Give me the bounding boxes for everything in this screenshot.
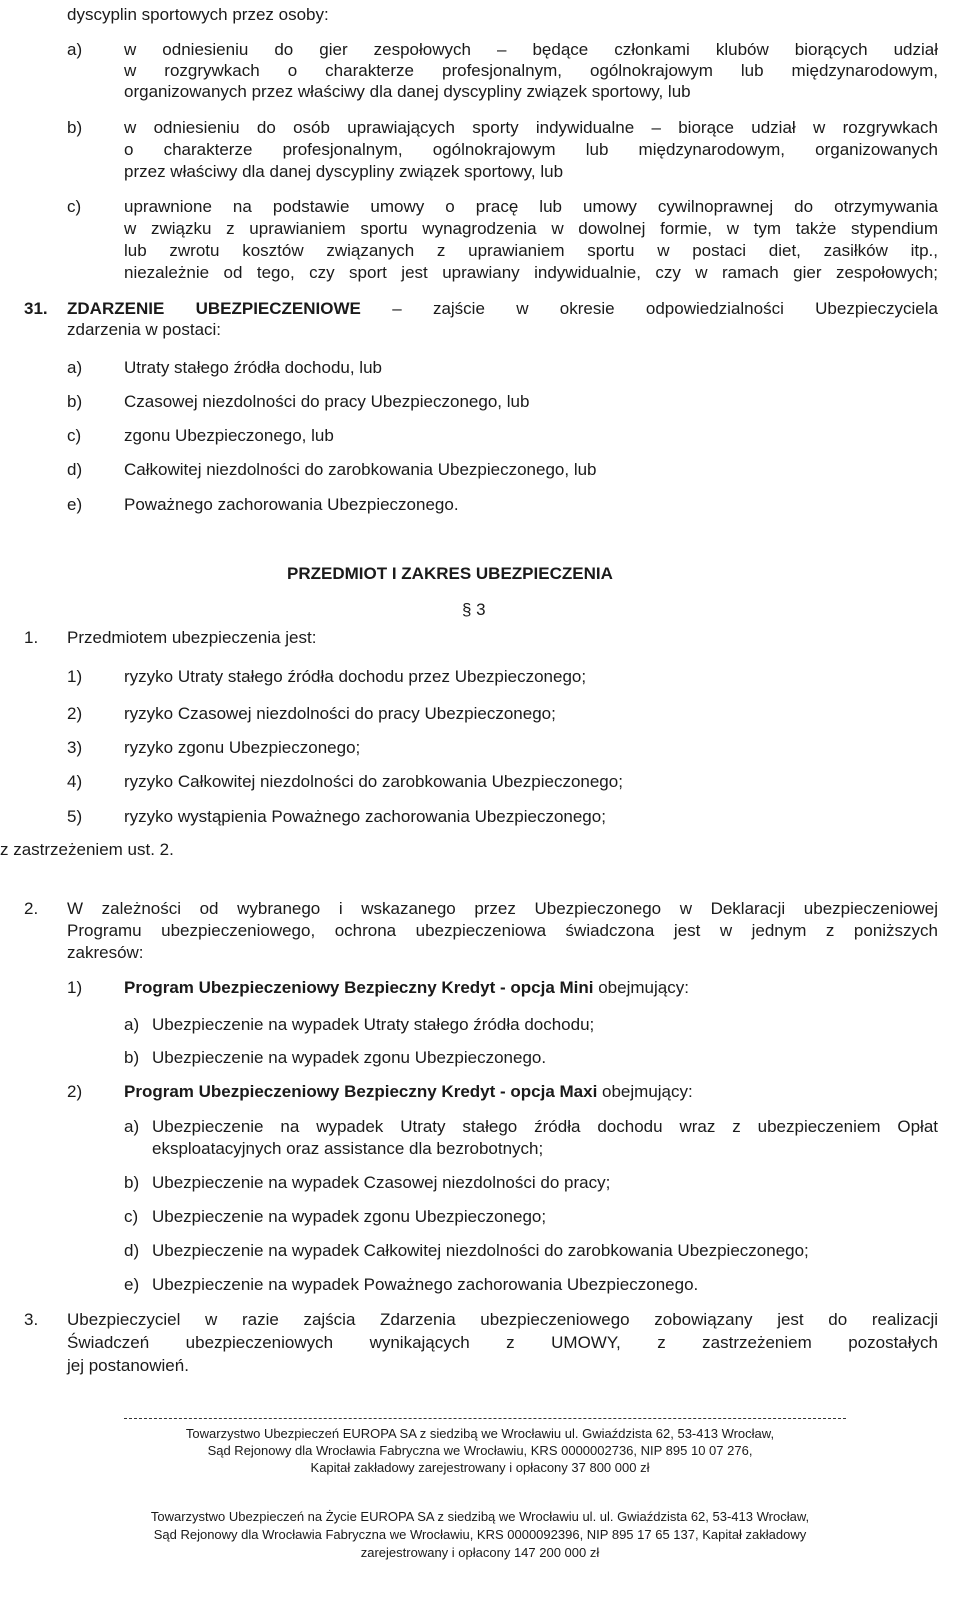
def-item-c-line: niezależnie od tego, czy sport jest uprawiany indywidualnie, czy w ramach gier zespołowych; xyxy=(124,263,938,282)
section-paragraph: § 3 xyxy=(462,600,486,619)
point3-line: jej postanowień. xyxy=(67,1356,189,1375)
program-item-mark: b) xyxy=(124,1173,140,1192)
point3-line: Świadczeń ubezpieczeniowych wynikających z UMOWY, z zastrzeżeniem pozostałych xyxy=(67,1333,938,1352)
program-suffix: obejmujący: xyxy=(597,1082,693,1101)
def-item-b-line: o charakterze profesjonalnym, ogólnokrajowym lub międzynarodowym, organizowanych xyxy=(124,140,938,159)
program-mark: 2) xyxy=(67,1082,83,1101)
program-heading xyxy=(124,1081,693,1102)
program-item-mark: d) xyxy=(124,1241,140,1260)
def31-item-mark: c) xyxy=(67,426,82,445)
footer-company1-line: Towarzystwo Ubezpieczeń EUROPA SA z siedzibą we Wrocławiu ul. Gwiaździsta 62, 53-413 Wrocław, xyxy=(185,1426,775,1441)
program-item-text: Ubezpieczenie na wypadek Utraty stałego źródła dochodu wraz z ubezpieczeniem Opłat xyxy=(152,1117,938,1136)
def31-term-rest: – zajście w okresie odpowiedzialności Ubezpieczyciela xyxy=(392,299,938,318)
def-item-b-line: w odniesieniu do osób uprawiających sporty indywidualne – biorące udział w rozgrywkach xyxy=(124,118,938,137)
point1-item-mark: 1) xyxy=(67,667,83,686)
footer-company2-line: zarejestrowany i opłacony 147 200 000 zł xyxy=(360,1545,600,1560)
def-item-a-line: w odniesieniu do gier zespołowych – będące członkami klubów biorących udział xyxy=(124,40,938,59)
program-item-text: Ubezpieczenie na wypadek zgonu Ubezpieczonego. xyxy=(152,1048,547,1067)
point1-item-text: ryzyko zgonu Ubezpieczonego; xyxy=(124,738,361,757)
footer-company1-line: Kapitał zakładowy zarejestrowany i opłacony 37 800 000 zł xyxy=(310,1460,650,1475)
program-item-mark: b) xyxy=(124,1048,140,1067)
footer-company2-line: Towarzystwo Ubezpieczeń na Życie EUROPA SA z siedzibą we Wrocławiu ul. ul. Gwiaździsta 62, 53-413 Wrocław, xyxy=(150,1509,810,1524)
program-heading xyxy=(124,977,689,998)
program-item-mark: e) xyxy=(124,1275,140,1294)
program-item-text: Ubezpieczenie na wypadek Utraty stałego źródła dochodu; xyxy=(152,1015,595,1034)
program-item-text: Ubezpieczenie na wypadek Całkowitej niezdolności do zarobkowania Ubezpieczonego; xyxy=(152,1241,809,1260)
def31-number: 31. xyxy=(24,299,48,318)
def-item-a-line: w rozgrywkach o charakterze profesjonalnym, ogólnokrajowym lub międzynarodowym, xyxy=(124,61,938,80)
point1-reservation: z zastrzeżeniem ust. 2. xyxy=(0,840,174,859)
program-name: Program Ubezpieczeniowy Bezpieczny Kredyt - opcja Maxi xyxy=(124,1082,598,1101)
point1-item-text: ryzyko Całkowitej niezdolności do zarobkowania Ubezpieczonego; xyxy=(124,772,623,791)
point1-number: 1. xyxy=(24,628,39,647)
program-item-text: eksploatacyjnych oraz assistance dla bezrobotnych; xyxy=(152,1139,544,1158)
point2-line: zakresów: xyxy=(67,943,144,962)
def-item-c-line: w związku z uprawianiem sportu wynagrodzenia w dowolnej formie, w tym także stypendium xyxy=(124,219,938,238)
program-item-mark: a) xyxy=(124,1117,140,1136)
point2-line: Programu ubezpieczeniowego, ochrona ubezpieczeniowa świadczona jest w jednym z poniższych xyxy=(67,921,938,940)
program-item-text: Ubezpieczenie na wypadek Poważnego zachorowania Ubezpieczonego. xyxy=(152,1275,699,1294)
def31-item-mark: b) xyxy=(67,392,83,411)
def31-first-line xyxy=(67,298,938,319)
point1-item-mark: 2) xyxy=(67,704,83,723)
program-mark: 1) xyxy=(67,978,83,997)
def31-item-text: Poważnego zachorowania Ubezpieczonego. xyxy=(124,495,459,514)
def-item-b-mark: b) xyxy=(67,118,83,137)
def-item-c-mark: c) xyxy=(67,197,82,216)
program-suffix: obejmujący: xyxy=(593,978,689,997)
footer-divider xyxy=(124,1418,846,1419)
program-item-mark: a) xyxy=(124,1015,140,1034)
def31-item-text: zgonu Ubezpieczonego, lub xyxy=(124,426,334,445)
def-item-c-line: lub zwrotu kosztów związanych z uprawianiem sportu w postaci diet, zasiłków itp., xyxy=(124,241,938,260)
point1-item-mark: 3) xyxy=(67,738,83,757)
def31-item-text: Czasowej niezdolności do pracy Ubezpieczonego, lub xyxy=(124,392,530,411)
section-title: PRZEDMIOT I ZAKRES UBEZPIECZENIA xyxy=(287,564,613,583)
point1-item-text: ryzyko Czasowej niezdolności do pracy Ubezpieczonego; xyxy=(124,704,556,723)
point1-item-text: ryzyko wystąpienia Poważnego zachorowania Ubezpieczonego; xyxy=(124,807,606,826)
def31-item-mark: d) xyxy=(67,460,83,479)
point1-item-text: ryzyko Utraty stałego źródła dochodu przez Ubezpieczonego; xyxy=(124,667,587,686)
program-name: Program Ubezpieczeniowy Bezpieczny Kredyt - opcja Mini xyxy=(124,978,594,997)
def31-item-text: Całkowitej niezdolności do zarobkowania Ubezpieczonego, lub xyxy=(124,460,597,479)
def-item-a-mark: a) xyxy=(67,40,83,59)
def-item-a-line: organizowanych przez właściwy dla danej dyscypliny związek sportowy, lub xyxy=(124,82,691,101)
def31-second-line: zdarzenia w postaci: xyxy=(67,320,222,339)
def31-item-text: Utraty stałego źródła dochodu, lub xyxy=(124,358,382,377)
point2-number: 2. xyxy=(24,899,39,918)
point2-line: W zależności od wybranego i wskazanego przez Ubezpieczonego w Deklaracji ubezpieczeniowej xyxy=(67,899,938,918)
program-item-text: Ubezpieczenie na wypadek zgonu Ubezpieczonego; xyxy=(152,1207,547,1226)
point3-number: 3. xyxy=(24,1310,39,1329)
footer-company2-line: Sąd Rejonowy dla Wrocławia Fabryczna we Wrocławiu, KRS 0000092396, NIP 895 17 65 137, Kapitał zakładowy xyxy=(153,1527,807,1542)
program-item-mark: c) xyxy=(124,1207,139,1226)
point1-item-mark: 4) xyxy=(67,772,83,791)
program-item-text: Ubezpieczenie na wypadek Czasowej niezdolności do pracy; xyxy=(152,1173,611,1192)
def-item-b-line: przez właściwy dla danej dyscypliny związek sportowy, lub xyxy=(124,162,564,181)
point1-text: Przedmiotem ubezpieczenia jest: xyxy=(67,628,317,647)
footer-company1-line: Sąd Rejonowy dla Wrocławia Fabryczna we Wrocławiu, KRS 0000002736, NIP 895 10 07 276, xyxy=(207,1443,753,1458)
point1-item-mark: 5) xyxy=(67,807,83,826)
point3-line: Ubezpieczyciel w razie zajścia Zdarzenia ubezpieczeniowego zobowiązany jest do realizacji xyxy=(67,1310,938,1329)
def31-item-mark: a) xyxy=(67,358,83,377)
intro-line: dyscyplin sportowych przez osoby: xyxy=(67,5,329,24)
def-item-c-line: uprawnione na podstawie umowy o pracę lub umowy cywilnoprawnej do otrzymywania xyxy=(124,197,938,216)
def31-item-mark: e) xyxy=(67,495,83,514)
def31-term: ZDARZENIE UBEZPIECZENIOWE xyxy=(67,299,361,318)
